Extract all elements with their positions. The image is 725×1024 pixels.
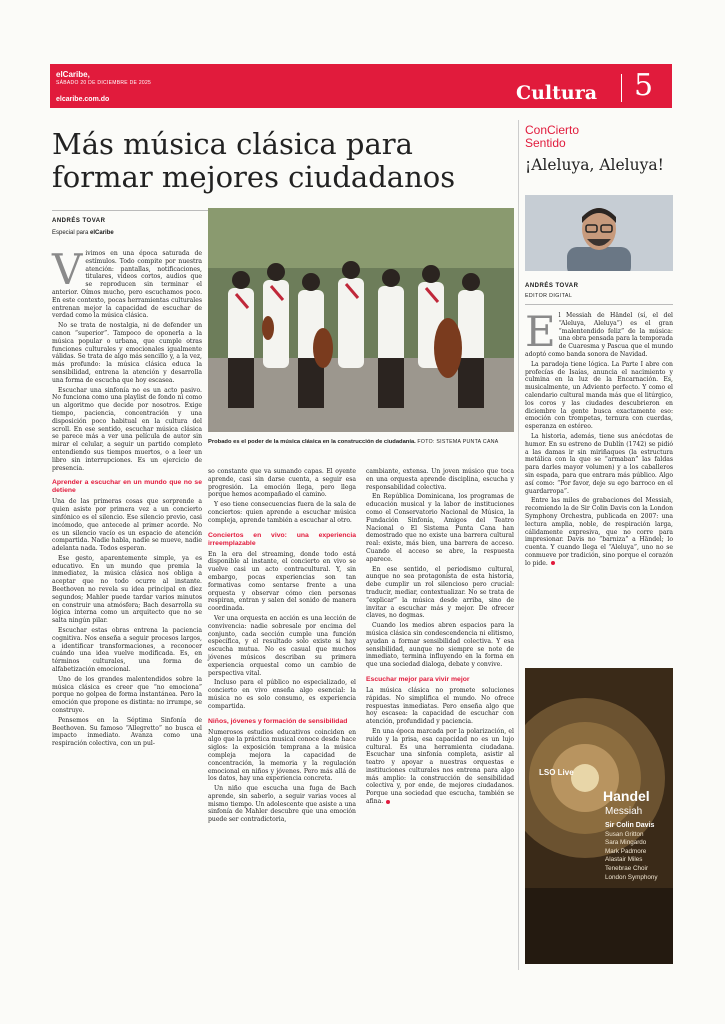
- byline-outlet: elCaribe: [90, 230, 114, 236]
- paragraph: Cuando los medios abren espacios para la música clásica sin condescendencia ni elitismo, ayudan a formar sensibilidad colectiva. Y esa sensibilidad, aunque no siempre se note de inmediato, termina influyendo en la forma en que una sociedad dialoga, debate y convive.: [366, 622, 514, 669]
- orchestra-photo: [208, 208, 514, 432]
- caption-text: Probado es el poder de la música clásica en la construcción de ciudadanía.: [208, 439, 416, 445]
- orchestra-photo-illustration: [208, 208, 514, 432]
- paragraph: so constante que va sumando capas. El oyente aprende, casi sin darse cuenta, a seguir esa progresión. La emoción llega, pero llega porque hemos acompañado el camino.: [208, 468, 356, 499]
- paragraph: Pensemos en la Séptima Sinfonía de Beethoven. Su famoso “Allegretto” no busca el impacto inmediato. Avanza como una respiración colectiva, con un pul-: [52, 716, 202, 748]
- subheading: Escuchar mejor para vivir mejor: [366, 675, 470, 683]
- paragraph: Numerosos estudios educativos coinciden en algo que la práctica musical conoce desde hace siglos: la exposición temprana a la música compleja mejora la capacidad de concentración, la memoria y la regulación emocional en niños y jóvenes. Pero más allá de los datos, hay una experiencia concreta.: [208, 728, 356, 783]
- album-performer: London Symphony: [605, 873, 658, 881]
- album-cast: [605, 822, 658, 882]
- end-mark: [386, 800, 390, 804]
- article-column-2: [208, 468, 356, 826]
- paragraph: La música clásica no promete soluciones rápidas. No simplifica el mundo. No ofrece respuestas inmediatas. Pero enseña algo que hoy escasea: la capacidad de escuchar con atención, profundidad y paciencia.: [366, 686, 514, 726]
- masthead-band: [50, 64, 672, 108]
- brand-logo: elCaribe,: [56, 70, 90, 79]
- paragraph: Ver una orquesta en acción es una lección de convivencia: nadie sobresale por encima del conjunto, cada sección cumple una función específica, y el resultado solo existe si hay escucha mutua. No es casual que muchos jóvenes músicos describan su primera experiencia orquestal como un cambio de perspectiva vital.: [208, 614, 356, 677]
- sidebar-kicker: ConCierto Sentido: [525, 123, 580, 150]
- lead-paragraph: V ivimos en una época saturada de estímulos. Todo compite por nuestra atención: pantallas, notificaciones, titulares, videos cortos, audios que se reproducen sin terminar el anterior. Oímos mucho, pero escuchamos poco. En este contexto, pocas herramientas culturales entrenan mejor la capacidad de escuchar de verdad como la música clásica.: [52, 245, 202, 320]
- article-headline: Más música clásica para formar mejores ciudadanos: [52, 127, 456, 194]
- album-cover-art: [525, 668, 673, 964]
- page-number: 5: [634, 68, 654, 103]
- sidebar-author: ANDRÉS TOVAR: [525, 283, 579, 289]
- paragraph: Y eso tiene consecuencias fuera de la sala de conciertos: quien aprende a escuchar música compleja, aprende también a escuchar al otro.: [208, 501, 356, 524]
- author-portrait: [525, 195, 673, 271]
- paragraph: Entre las miles de grabaciones del Messiah, recomiendo la de Sir Colin Davis con la London Symphony Orchestra, publicada en 2007: una lectura amplia, noble, de respiración larga, cálidamente expresiva, que no corre para impresionar. Davis no “barniza” a Händel; lo cuenta. Y cuando llega el “Aleluya”, uno no se conmueve por tradición, sino porque el corazón lo pide.: [525, 497, 673, 567]
- end-mark: [551, 561, 555, 565]
- paragraph: Escuchar una sinfonía no es un acto pasivo. No funciona como una playlist de fondo ni como un algoritmo que decide por nosotros. Exige tiempo, paciencia, concentración y una disposición poco habitual en la cultura del scroll. En ese sentido, escuchar música clásica se parece más a ver una película de autor sin mirar el celular, a seguir un partido completo entendiendo sus tiempos muertos, o a leer un libro sin interrupciones. Es un ejercicio de presencia.: [52, 386, 202, 472]
- paragraph: No se trata de nostalgia, ni de defender un canon “superior”. Tampoco de oponerla a la música popular o urbana, que cumple otras funciones culturales y emocionales igualmente válidas. Se trata de algo más sencillo y, a la vez, más profundo: la música clásica educa la sensibilidad, entrena la atención y desarrolla una forma de escucha que hoy escasea.: [52, 322, 202, 384]
- drop-cap: V: [52, 245, 83, 294]
- sidebar-title: ¡Aleluya, Aleluya!: [525, 156, 664, 174]
- paragraph: En una época marcada por la polarización, el ruido y la prisa, esa capacidad no es un lujo cultural. Es una herramienta ciudadana. Escuchar una sinfonía completa, asistir al teatro y apoyar a nuestras orquestas e instituciones culturales nos entrena para algo más amplio: la construcción de sensibilidad colectiva y, por ende, de mejores ciudadanos. Porque una sociedad que escucha, también se afina.: [366, 727, 514, 806]
- sidebar-column: [525, 307, 673, 570]
- album-conductor: Sir Colin Davis: [605, 822, 655, 829]
- album-label: LSO Live: [539, 768, 574, 777]
- section-title: Cultura: [516, 82, 598, 104]
- paragraph: cambiante, extensa. Un joven músico que toca en una orquesta aprende disciplina, escucha y responsabilidad colectiva.: [366, 468, 514, 491]
- album-composer: Handel: [603, 788, 650, 804]
- photo-caption: [208, 438, 514, 446]
- album-work: Messiah: [605, 806, 643, 817]
- subheading: Aprender a escuchar en un mundo que no se detiene: [52, 479, 202, 495]
- article-byline: [52, 230, 114, 236]
- sidebar-drop-cap: E: [525, 307, 556, 356]
- paragraph: Incluso para el público no especializado, el concierto en vivo enseña algo esencial: la música no es solo consumo, es experiencia compartida.: [208, 679, 356, 710]
- paragraph: Un niño que escucha una fuga de Bach aprende, sin saberlo, a seguir varias voces al mismo tiempo. Un adolescente que asiste a una sinfonía de Mahler descubre que una emoción puede ser contradictoria,: [208, 785, 356, 824]
- masthead-divider: [621, 74, 622, 102]
- paragraph: Escuchar estas obras entrena la paciencia cognitiva. Nos enseña a seguir procesos largos, a identificar transformaciones, a reconocer cuándo una idea vuelve modificada. Es, en términos culturales, una forma de alfabetización emocional.: [52, 627, 202, 674]
- paragraph: En ese sentido, el periodismo cultural, aunque no sea protagonista de esta historia, debe cumplir un rol silencioso pero crucial: traducir, mediar, contextualizar. No se trata de “explicar” la música desde arriba, sino de invitar a escuchar más y mejor. De ofrecer claves, no dogmas.: [366, 565, 514, 620]
- paragraph: Uno de los grandes malentendidos sobre la música clásica es creer que “no emociona” porque no golpea de forma instantánea. Pero la emoción que propone es distinta: no irrumpe, se construye.: [52, 675, 202, 715]
- article-column-3: [366, 468, 514, 808]
- paragraph: La historia, además, tiene sus anécdotas de humor. En su estreno de Dublín (1742) se pidió a las damas ir sin miriñaques (la estructura metálica con la que se “armaban” las faldas para darles mayor volumen) y a los caballeros sin espada, para que entrara más público. Algo así como: “Por favor, deje su ego barroco en el guardarropa”.: [525, 432, 673, 495]
- article-column-1: [52, 245, 202, 750]
- paragraph: Una de las primeras cosas que sorprende a quien asiste por primera vez a un concierto sinfónico es el silencio. Ese silencio previo, casi incómodo, que antecede al primer acorde. No es un silencio vacío es un espacio de atención compartida. Nadie habla, nadie se mueve, nadie adelanta nada. Todos esperan.: [52, 498, 202, 553]
- sidebar-rule: [525, 304, 673, 305]
- album-performer: Alastair Miles: [605, 856, 643, 864]
- subheading: Conciertos en vivo: una experiencia irreemplazable: [208, 531, 356, 547]
- album-performer: Sara Mingardo: [605, 839, 647, 847]
- paragraph: En la era del streaming, donde todo está disponible al instante, el concierto en vivo se vuelve casi un acto contracultural. Y, sin embargo, pocas experiencias son tan formativas como sentarse frente a una orquesta y observar cómo cien personas respiran, entran y salen del sonido de manera coordinada.: [208, 550, 356, 613]
- article-author: ANDRÉS TOVAR: [52, 218, 106, 224]
- column-divider: [518, 120, 519, 970]
- album-cover: [525, 668, 673, 964]
- website-link[interactable]: elcaribe.com.do: [56, 96, 110, 103]
- paragraph: En República Dominicana, los programas de educación musical y la labor de instituciones como el Conservatorio Nacional de Música, la Fundación Sinfonía, Amigos del Teatro Nacional o El Sistema Punta Cana han demostrado que no existe una barrera cultural real: existe, más bien, una barrera de acceso. Cuando el acceso se abre, la respuesta aparece.: [366, 493, 514, 563]
- paragraph: Ese gesto, aparentemente simple, ya es educativo. En un mundo que premia la inmediatez, la música clásica nos obliga a aceptar que no todo ocurre al instante. Beethoven no revela su idea principal en diez segundos; Mahler puede tardar varios minutos en construir una atmósfera; Bach desarrolla su lógica interna como un arquitecto que no se salta ningún pilar.: [52, 554, 202, 625]
- sidebar-author-role: EDITOR DIGITAL: [525, 293, 573, 299]
- photo-credit: FOTO: SISTEMA PUNTA CANA: [417, 439, 499, 445]
- album-performer: Mark Padmore: [605, 847, 647, 855]
- sidebar-lead-paragraph: E l Messiah de Händel (sí, el del “Aleluya, Aleluya”) es el gran “malentendido feliz” de la música: una obra pensada para la temporada de Cuaresma y Pascua que el mundo adoptó como banda sonora de Navidad.: [525, 307, 673, 358]
- byline-prefix: Especial para: [52, 230, 89, 236]
- portrait-illustration: [525, 195, 673, 271]
- album-performer: Susan Gritton: [605, 830, 644, 838]
- issue-date: SÁBADO 20 DE DICIEMBRE DE 2025: [56, 80, 152, 86]
- paragraph: La paradoja tiene lógica. La Parte I abre con profecías de Isaías, anuncia el nacimiento y culmina en la luz de la Encarnación. Es, musicalmente, un Adviento perfecto. Y como el calendario cultural manda más que el litúrgico, los coros y las ciudades descubrieron en diciembre la gente busca exactamente eso: emoción con trompetas, ternura con cuerdas, esperanza en estéreo.: [525, 360, 673, 431]
- album-performer: Tenebrae Choir: [605, 864, 649, 872]
- subheading: Niños, jóvenes y formación de sensibilidad: [208, 717, 348, 725]
